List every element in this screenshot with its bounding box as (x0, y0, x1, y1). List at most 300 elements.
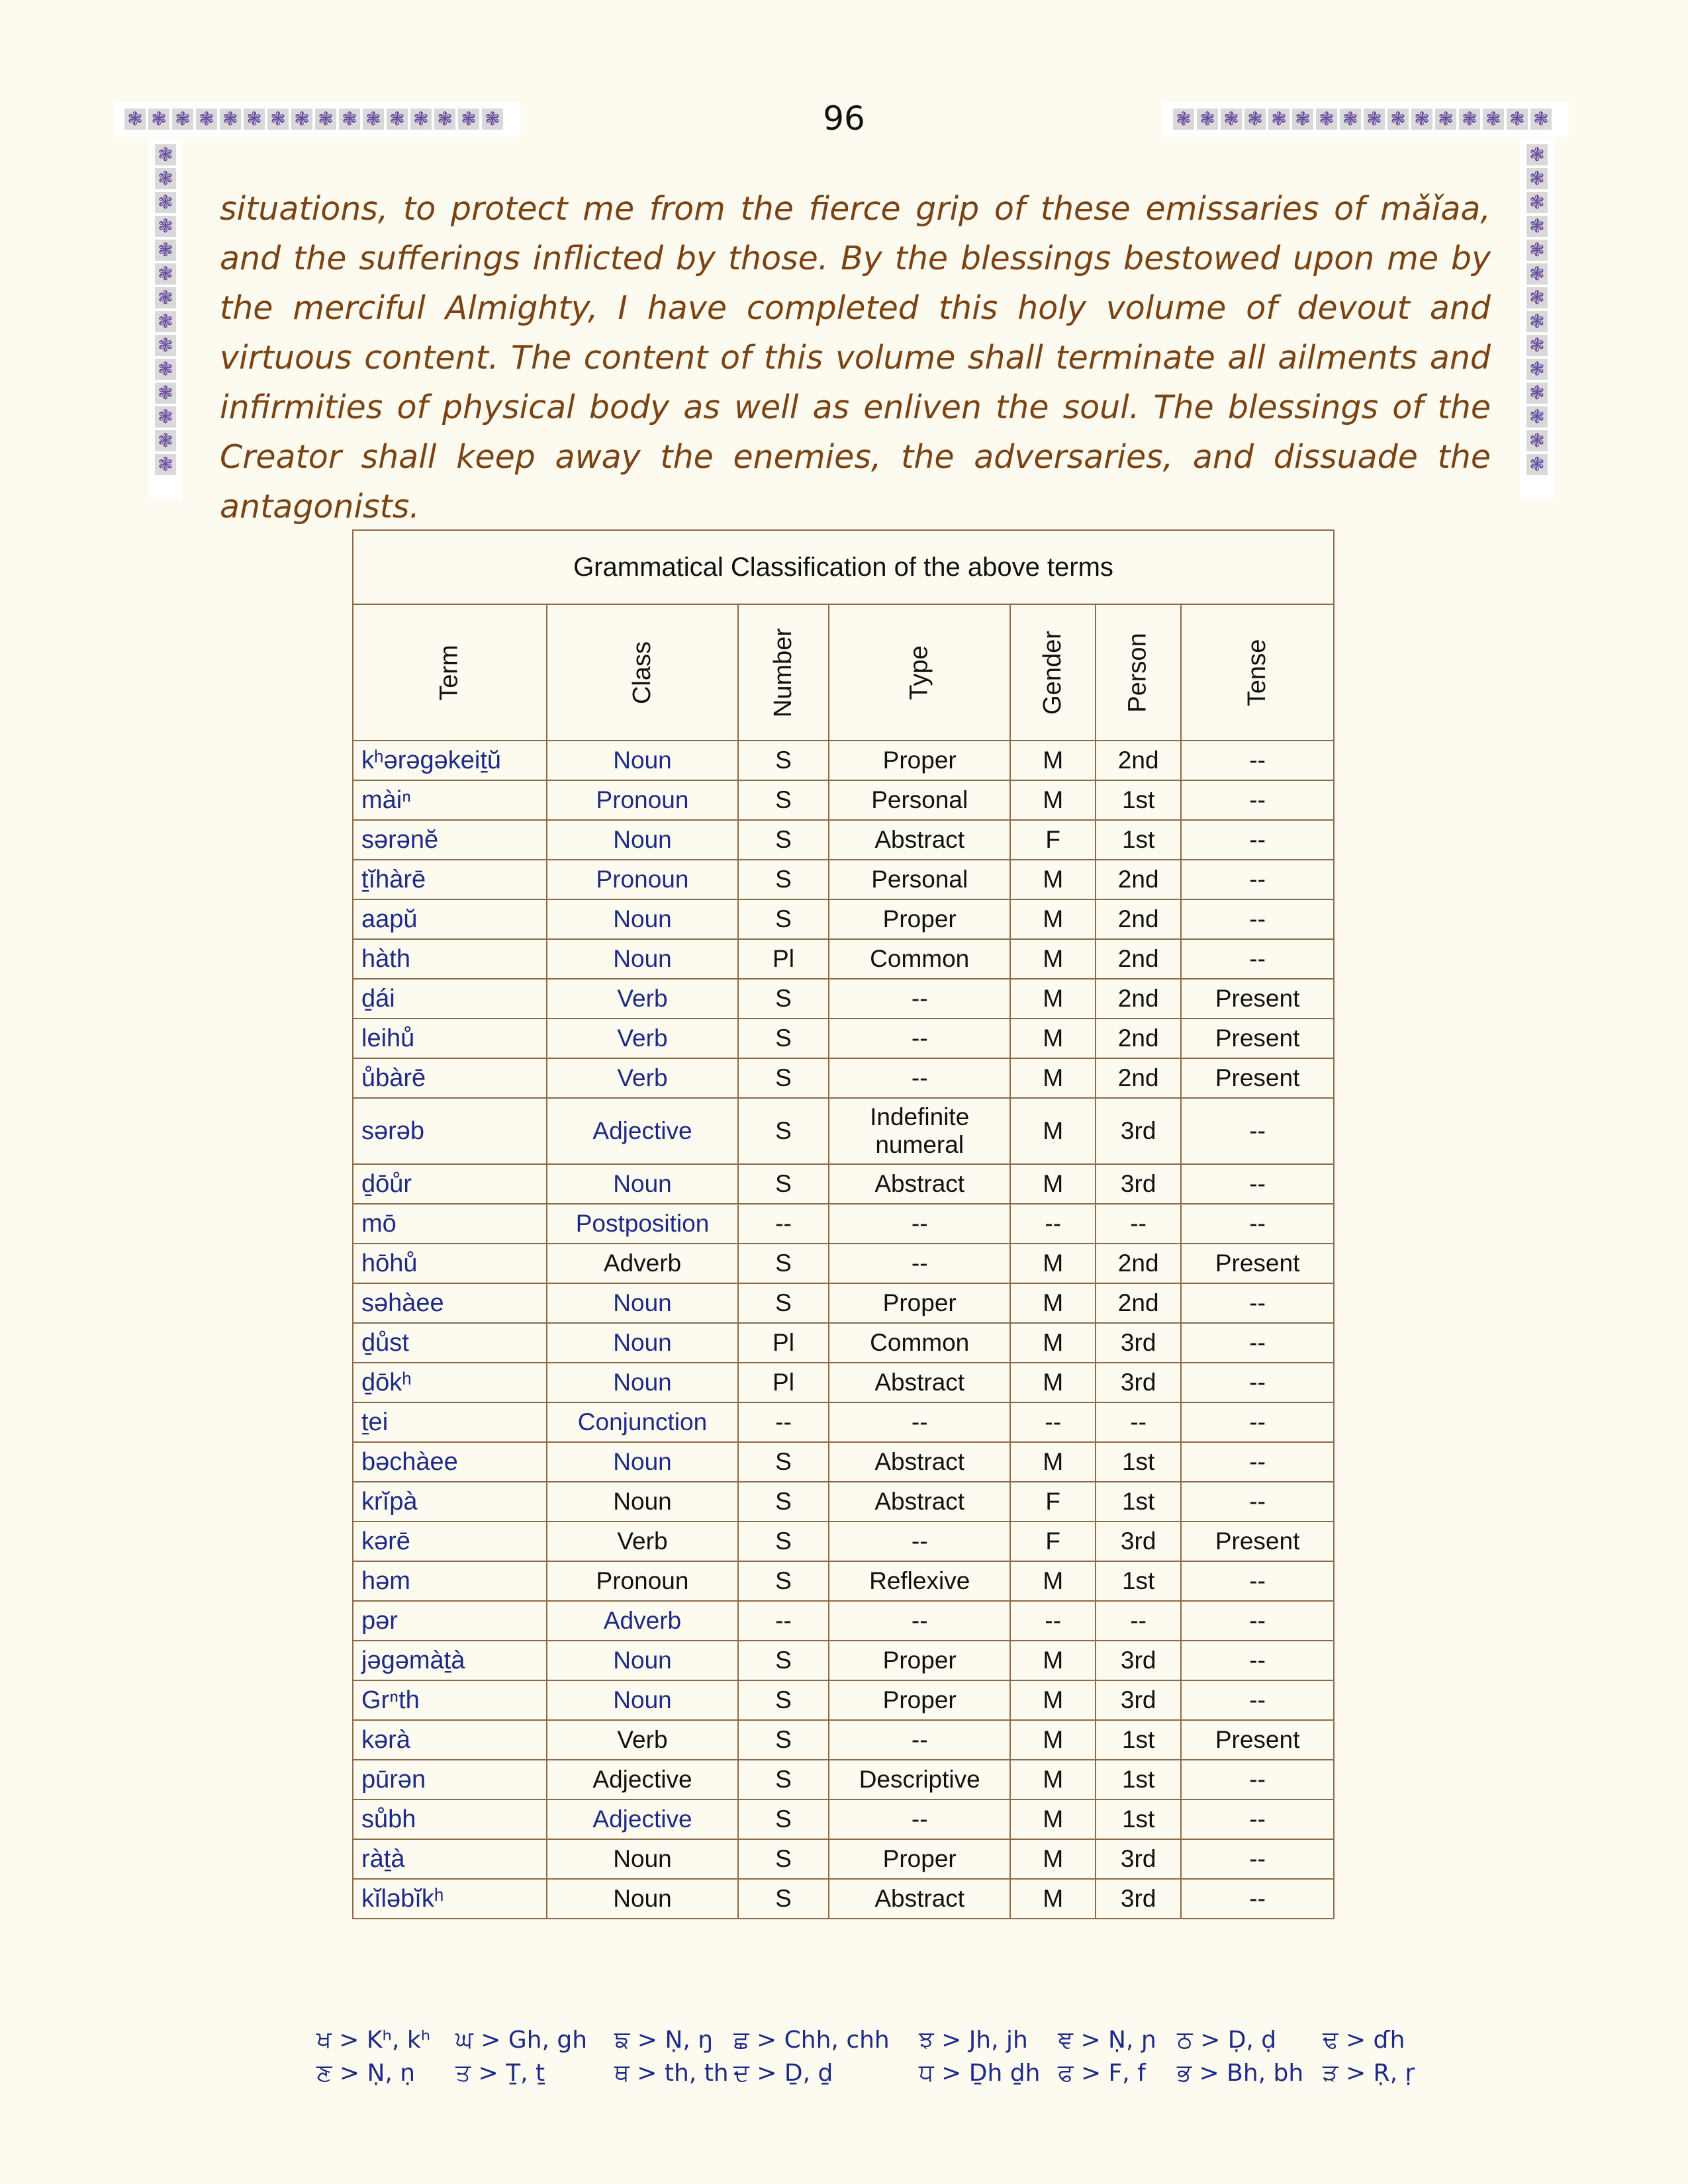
column-header-gender (1010, 604, 1096, 741)
gender-cell: M (1010, 1879, 1096, 1919)
column-header-number (738, 604, 829, 741)
term-cell: sərənĕ (353, 820, 547, 860)
tense-cell: -- (1181, 939, 1334, 979)
term-cell: ůbàrē (353, 1058, 547, 1098)
type-cell: Proper (829, 1283, 1010, 1323)
term-cell: kĭləbĭkʰ (353, 1879, 547, 1919)
term-cell: kʰərəgəkeiṯŭ (353, 741, 547, 780)
tense-cell: -- (1181, 860, 1334, 899)
person-cell: 1st (1096, 1760, 1181, 1799)
table-row (353, 1058, 1334, 1098)
number-cell: S (738, 1561, 829, 1601)
class-cell: Noun (547, 1641, 738, 1680)
term-cell: kərà (353, 1720, 547, 1760)
table-row (353, 1839, 1334, 1879)
table-row (353, 939, 1334, 979)
number-cell: S (738, 1019, 829, 1058)
person-cell: 3rd (1096, 1164, 1181, 1204)
term-cell: krĭpà (353, 1482, 547, 1522)
flower-ornament-icon: ❃ (410, 109, 432, 130)
person-cell: 1st (1096, 1442, 1181, 1482)
class-cell: Verb (547, 1019, 738, 1058)
flower-ornament-icon: ❃ (1526, 311, 1548, 332)
class-cell: Adverb (547, 1601, 738, 1641)
type-cell: -- (829, 1019, 1010, 1058)
column-header-tense (1181, 604, 1334, 741)
person-cell: 2nd (1096, 1283, 1181, 1323)
table-row (353, 741, 1334, 780)
tense-cell: -- (1181, 1164, 1334, 1204)
number-cell: -- (738, 1204, 829, 1244)
tense-cell: -- (1181, 820, 1334, 860)
gender-cell: F (1010, 1522, 1096, 1561)
tense-cell: -- (1181, 1839, 1334, 1879)
term-cell: mō (353, 1204, 547, 1244)
flower-ornament-icon: ❃ (1526, 192, 1548, 213)
number-cell: S (738, 1482, 829, 1522)
column-header-label: Term (436, 644, 464, 701)
table-row (353, 1244, 1334, 1283)
gender-cell: -- (1010, 1204, 1096, 1244)
table-row (353, 1442, 1334, 1482)
transliteration-item: ਦ > Ḏ, ḏ (733, 2060, 833, 2087)
tense-cell: -- (1181, 780, 1334, 820)
term-cell: hōhů (353, 1244, 547, 1283)
gender-cell: M (1010, 1363, 1096, 1402)
term-cell: sərəb (353, 1098, 547, 1164)
type-cell: Abstract (829, 1363, 1010, 1402)
border-top-right (1162, 102, 1569, 136)
tense-cell: -- (1181, 899, 1334, 939)
class-cell: Noun (547, 741, 738, 780)
flower-ornament-icon: ❃ (1435, 109, 1456, 130)
type-cell: -- (829, 1402, 1010, 1442)
type-cell: -- (829, 1522, 1010, 1561)
flower-ornament-icon: ❃ (387, 109, 408, 130)
class-cell: Noun (547, 1164, 738, 1204)
gender-cell: M (1010, 1098, 1096, 1164)
type-cell: Abstract (829, 1879, 1010, 1919)
gender-cell: M (1010, 1760, 1096, 1799)
gender-cell: M (1010, 1323, 1096, 1363)
table-row (353, 1204, 1334, 1244)
tense-cell: -- (1181, 1760, 1334, 1799)
flower-ornament-icon: ❃ (155, 454, 176, 475)
class-cell: Verb (547, 1058, 738, 1098)
column-header-label: Type (905, 645, 933, 700)
transliteration-item: ਤ > Ṯ, ṯ (455, 2060, 545, 2087)
transliteration-item: ਫ > F, f (1058, 2060, 1146, 2087)
flower-ornament-icon: ❃ (1526, 335, 1548, 356)
flower-ornament-icon: ❃ (155, 263, 176, 285)
tense-cell: Present (1181, 1522, 1334, 1561)
flower-ornament-icon: ❃ (1268, 109, 1289, 130)
class-cell: Verb (547, 979, 738, 1019)
type-cell: Proper (829, 899, 1010, 939)
number-cell: S (738, 1442, 829, 1482)
number-cell: S (738, 1058, 829, 1098)
border-top-left (114, 102, 520, 136)
table-row (353, 1799, 1334, 1839)
border-right (1520, 139, 1554, 499)
gender-cell: -- (1010, 1402, 1096, 1442)
flower-ornament-icon: ❃ (1483, 109, 1504, 130)
type-cell: -- (829, 1204, 1010, 1244)
class-cell: Noun (547, 820, 738, 860)
number-cell: S (738, 820, 829, 860)
term-cell: ḏůst (353, 1323, 547, 1363)
person-cell: 3rd (1096, 1522, 1181, 1561)
gender-cell: M (1010, 1164, 1096, 1204)
number-cell: S (738, 1244, 829, 1283)
class-cell: Noun (547, 1879, 738, 1919)
tense-cell: Present (1181, 1244, 1334, 1283)
number-cell: S (738, 1760, 829, 1799)
transliteration-item: ਧ > Ḏh ḏh (919, 2060, 1041, 2087)
class-cell: Noun (547, 899, 738, 939)
flower-ornament-icon: ❃ (1526, 359, 1548, 380)
tense-cell: -- (1181, 1363, 1334, 1402)
gender-cell: M (1010, 1561, 1096, 1601)
number-cell: S (738, 979, 829, 1019)
person-cell: -- (1096, 1402, 1181, 1442)
tense-cell: -- (1181, 1402, 1334, 1442)
term-cell: ḏái (353, 979, 547, 1019)
term-cell: jəgəmàṯà (353, 1641, 547, 1680)
term-cell: kərē (353, 1522, 547, 1561)
gender-cell: M (1010, 1641, 1096, 1680)
class-cell: Noun (547, 939, 738, 979)
table-row (353, 1164, 1334, 1204)
number-cell: -- (738, 1402, 829, 1442)
type-cell: Personal (829, 860, 1010, 899)
flower-ornament-icon: ❃ (155, 216, 176, 237)
class-cell: Noun (547, 1482, 738, 1522)
table-row (353, 1601, 1334, 1641)
type-cell: Proper (829, 1680, 1010, 1720)
tense-cell: -- (1181, 1601, 1334, 1641)
person-cell: 1st (1096, 1720, 1181, 1760)
flower-ornament-icon: ❃ (1411, 109, 1432, 130)
gender-cell: M (1010, 741, 1096, 780)
term-cell: ḏōkʰ (353, 1363, 547, 1402)
gender-cell: M (1010, 979, 1096, 1019)
number-cell: Pl (738, 939, 829, 979)
number-cell: S (738, 1839, 829, 1879)
table-caption: Grammatical Classification of the above terms (353, 530, 1334, 604)
tense-cell: -- (1181, 1680, 1334, 1720)
border-left (148, 139, 183, 499)
flower-ornament-icon: ❃ (1526, 383, 1548, 404)
type-cell: -- (829, 1720, 1010, 1760)
type-cell: Common (829, 939, 1010, 979)
tense-cell: -- (1181, 1799, 1334, 1839)
transliteration-item: ਞ > Ṇ, ɲ (1058, 2026, 1157, 2054)
flower-ornament-icon: ❃ (1197, 109, 1218, 130)
person-cell: 2nd (1096, 741, 1181, 780)
flower-ornament-icon: ❃ (148, 109, 169, 130)
person-cell: -- (1096, 1204, 1181, 1244)
person-cell: 3rd (1096, 1641, 1181, 1680)
flower-ornament-icon: ❃ (172, 109, 193, 130)
number-cell: S (738, 780, 829, 820)
gender-cell: F (1010, 820, 1096, 860)
table-row (353, 1641, 1334, 1680)
flower-ornament-icon: ❃ (1526, 406, 1548, 428)
number-cell: S (738, 1283, 829, 1323)
flower-ornament-icon: ❃ (1526, 430, 1548, 451)
flower-ornament-icon: ❃ (1526, 168, 1548, 189)
transliteration-item: ਙ > Ṇ, ŋ (614, 2026, 714, 2054)
transliteration-item: ਝ > Jh, jh (919, 2026, 1028, 2054)
number-cell: S (738, 1720, 829, 1760)
gender-cell: M (1010, 1244, 1096, 1283)
flower-ornament-icon: ❃ (1507, 109, 1528, 130)
transliteration-row-1 (316, 2024, 1455, 2057)
table-row (353, 1098, 1334, 1164)
transliteration-item: ਠ > Ḍ, ḍ (1177, 2026, 1277, 2054)
tense-cell: -- (1181, 1482, 1334, 1522)
flower-ornament-icon: ❃ (244, 109, 265, 130)
flower-ornament-icon: ❃ (155, 335, 176, 356)
class-cell: Adjective (547, 1760, 738, 1799)
type-cell: -- (829, 1244, 1010, 1283)
flower-ornament-icon: ❃ (1387, 109, 1409, 130)
term-cell: ḏōůr (353, 1164, 547, 1204)
type-cell: Abstract (829, 1482, 1010, 1522)
gender-cell: M (1010, 1720, 1096, 1760)
transliteration-item: ਣ > Ṇ, ṇ (316, 2060, 416, 2087)
number-cell: S (738, 1641, 829, 1680)
column-header-class (547, 604, 738, 741)
flower-ornament-icon: ❃ (1173, 109, 1194, 130)
flower-ornament-icon: ❃ (267, 109, 289, 130)
table-row (353, 1363, 1334, 1402)
term-cell: pər (353, 1601, 547, 1641)
person-cell: 2nd (1096, 1058, 1181, 1098)
person-cell: 3rd (1096, 1363, 1181, 1402)
person-cell: 3rd (1096, 1680, 1181, 1720)
transliteration-item: ਥ > th, th (614, 2060, 729, 2087)
transliteration-item: ੜ > Ṛ, ṛ (1323, 2060, 1415, 2087)
flower-ornament-icon: ❃ (1340, 109, 1361, 130)
flower-ornament-icon: ❃ (220, 109, 241, 130)
type-cell: Proper (829, 1839, 1010, 1879)
term-cell: aapŭ (353, 899, 547, 939)
flower-ornament-icon: ❃ (1459, 109, 1480, 130)
gender-cell: M (1010, 1058, 1096, 1098)
table-row (353, 899, 1334, 939)
flower-ornament-icon: ❃ (155, 192, 176, 213)
type-cell: Personal (829, 780, 1010, 820)
term-cell: ṯei (353, 1402, 547, 1442)
column-header-label: Gender (1039, 630, 1067, 715)
flower-ornament-icon: ❃ (155, 240, 176, 261)
class-cell: Noun (547, 1283, 738, 1323)
flower-ornament-icon: ❃ (196, 109, 217, 130)
type-cell: Descriptive (829, 1760, 1010, 1799)
class-cell: Adverb (547, 1244, 738, 1283)
flower-ornament-icon: ❃ (339, 109, 360, 130)
tense-cell: Present (1181, 1019, 1334, 1058)
gender-cell: M (1010, 899, 1096, 939)
type-cell: Abstract (829, 1164, 1010, 1204)
term-cell: sůbh (353, 1799, 547, 1839)
term-cell: ràṯà (353, 1839, 547, 1879)
flower-ornament-icon: ❃ (155, 383, 176, 404)
transliteration-item: ਛ > Chh, chh (733, 2026, 890, 2054)
tense-cell: -- (1181, 741, 1334, 780)
person-cell: 3rd (1096, 1323, 1181, 1363)
number-cell: S (738, 1879, 829, 1919)
class-cell: Pronoun (547, 1561, 738, 1601)
flower-ornament-icon: ❃ (1316, 109, 1337, 130)
tense-cell: -- (1181, 1098, 1334, 1164)
number-cell: S (738, 1799, 829, 1839)
tense-cell: -- (1181, 1879, 1334, 1919)
person-cell: 3rd (1096, 1839, 1181, 1879)
flower-ornament-icon: ❃ (155, 144, 176, 165)
tense-cell: -- (1181, 1641, 1334, 1680)
page-number: 96 (823, 99, 865, 138)
tense-cell: Present (1181, 1058, 1334, 1098)
type-cell: Indefinite numeral (829, 1098, 1010, 1164)
flower-ornament-icon: ❃ (1526, 263, 1548, 285)
table-row (353, 780, 1334, 820)
class-cell: Pronoun (547, 780, 738, 820)
gender-cell: F (1010, 1482, 1096, 1522)
flower-ornament-icon: ❃ (1526, 216, 1548, 237)
number-cell: S (738, 1522, 829, 1561)
type-cell: Abstract (829, 1442, 1010, 1482)
person-cell: 2nd (1096, 899, 1181, 939)
class-cell: Noun (547, 1363, 738, 1402)
type-cell: Abstract (829, 820, 1010, 860)
flower-ornament-icon: ❃ (155, 311, 176, 332)
type-cell: -- (829, 1058, 1010, 1098)
type-cell: Proper (829, 1641, 1010, 1680)
flower-ornament-icon: ❃ (155, 406, 176, 428)
flower-ornament-icon: ❃ (1526, 144, 1548, 165)
person-cell: 1st (1096, 1561, 1181, 1601)
number-cell: S (738, 1680, 829, 1720)
person-cell: -- (1096, 1601, 1181, 1641)
person-cell: 1st (1096, 820, 1181, 860)
transliteration-row-2 (316, 2057, 1455, 2090)
table-row (353, 820, 1334, 860)
passage-text: situations, to protect me from the fierce grip of these emissaries of mǎǐaa, and the sufferings inflicted by those. By the blessings bestowed upon me by the merciful Almighty, I have completed this holy volume of devout and virtuous content. The content of this volume shall terminate all ailments and infirmities of physical body as well as enliven the soul. The blessings of the Creator shall keep away the enemies, the adversaries, and dissuade the antagonists. (220, 190, 1491, 525)
person-cell: 1st (1096, 1799, 1181, 1839)
flower-ornament-icon: ❃ (434, 109, 455, 130)
transliteration-key (316, 2024, 1455, 2090)
table-row (353, 1323, 1334, 1363)
flower-ornament-icon: ❃ (155, 430, 176, 451)
column-header-label: Class (628, 641, 656, 704)
flower-ornament-icon: ❃ (1292, 109, 1313, 130)
term-cell: bəchàee (353, 1442, 547, 1482)
number-cell: S (738, 860, 829, 899)
table-row (353, 1283, 1334, 1323)
type-cell: Common (829, 1323, 1010, 1363)
term-cell: leihů (353, 1019, 547, 1058)
class-cell: Conjunction (547, 1402, 738, 1442)
gender-cell: M (1010, 1442, 1096, 1482)
class-cell: Adjective (547, 1098, 738, 1164)
flower-ornament-icon: ❃ (155, 168, 176, 189)
type-cell: Proper (829, 741, 1010, 780)
tense-cell: -- (1181, 1204, 1334, 1244)
tense-cell: Present (1181, 979, 1334, 1019)
person-cell: 1st (1096, 780, 1181, 820)
table-row (353, 1561, 1334, 1601)
class-cell: Noun (547, 1839, 738, 1879)
term-cell: màiⁿ (353, 780, 547, 820)
type-cell: Reflexive (829, 1561, 1010, 1601)
tense-cell: -- (1181, 1561, 1334, 1601)
flower-ornament-icon: ❃ (1526, 287, 1548, 308)
column-header-term (353, 604, 547, 741)
type-cell: -- (829, 1799, 1010, 1839)
flower-ornament-icon: ❃ (155, 359, 176, 380)
gender-cell: M (1010, 939, 1096, 979)
term-cell: ṯĭhàrē (353, 860, 547, 899)
table-row (353, 1019, 1334, 1058)
gender-cell: M (1010, 1283, 1096, 1323)
flower-ornament-icon: ❃ (1221, 109, 1242, 130)
number-cell: Pl (738, 1323, 829, 1363)
tense-cell: -- (1181, 1323, 1334, 1363)
flower-ornament-icon: ❃ (1526, 240, 1548, 261)
gender-cell: -- (1010, 1601, 1096, 1641)
person-cell: 2nd (1096, 979, 1181, 1019)
column-header-label: Person (1124, 632, 1152, 713)
class-cell: Postposition (547, 1204, 738, 1244)
class-cell: Noun (547, 1442, 738, 1482)
class-cell: Adjective (547, 1799, 738, 1839)
gender-cell: M (1010, 860, 1096, 899)
class-cell: Pronoun (547, 860, 738, 899)
number-cell: -- (738, 1601, 829, 1641)
term-cell: həm (353, 1561, 547, 1601)
column-header-label: Tense (1243, 639, 1272, 706)
gender-cell: M (1010, 1839, 1096, 1879)
column-header-person (1096, 604, 1181, 741)
number-cell: S (738, 741, 829, 780)
number-cell: Pl (738, 1363, 829, 1402)
class-cell: Verb (547, 1522, 738, 1561)
class-cell: Noun (547, 1680, 738, 1720)
flower-ornament-icon: ❃ (291, 109, 312, 130)
tense-cell: Present (1181, 1720, 1334, 1760)
person-cell: 2nd (1096, 1019, 1181, 1058)
number-cell: S (738, 899, 829, 939)
type-cell: -- (829, 979, 1010, 1019)
person-cell: 3rd (1096, 1879, 1181, 1919)
flower-ornament-icon: ❃ (363, 109, 384, 130)
number-cell: S (738, 1098, 829, 1164)
number-cell: S (738, 1164, 829, 1204)
gender-cell: M (1010, 780, 1096, 820)
term-cell: hàth (353, 939, 547, 979)
table-row (353, 1760, 1334, 1799)
table-row (353, 1720, 1334, 1760)
flower-ornament-icon: ❃ (1244, 109, 1266, 130)
term-cell: Grⁿth (353, 1680, 547, 1720)
class-cell: Verb (547, 1720, 738, 1760)
transliteration-item: ਖ > Kʰ, kʰ (316, 2026, 431, 2054)
table-row (353, 1522, 1334, 1561)
grammar-table (352, 529, 1335, 1919)
